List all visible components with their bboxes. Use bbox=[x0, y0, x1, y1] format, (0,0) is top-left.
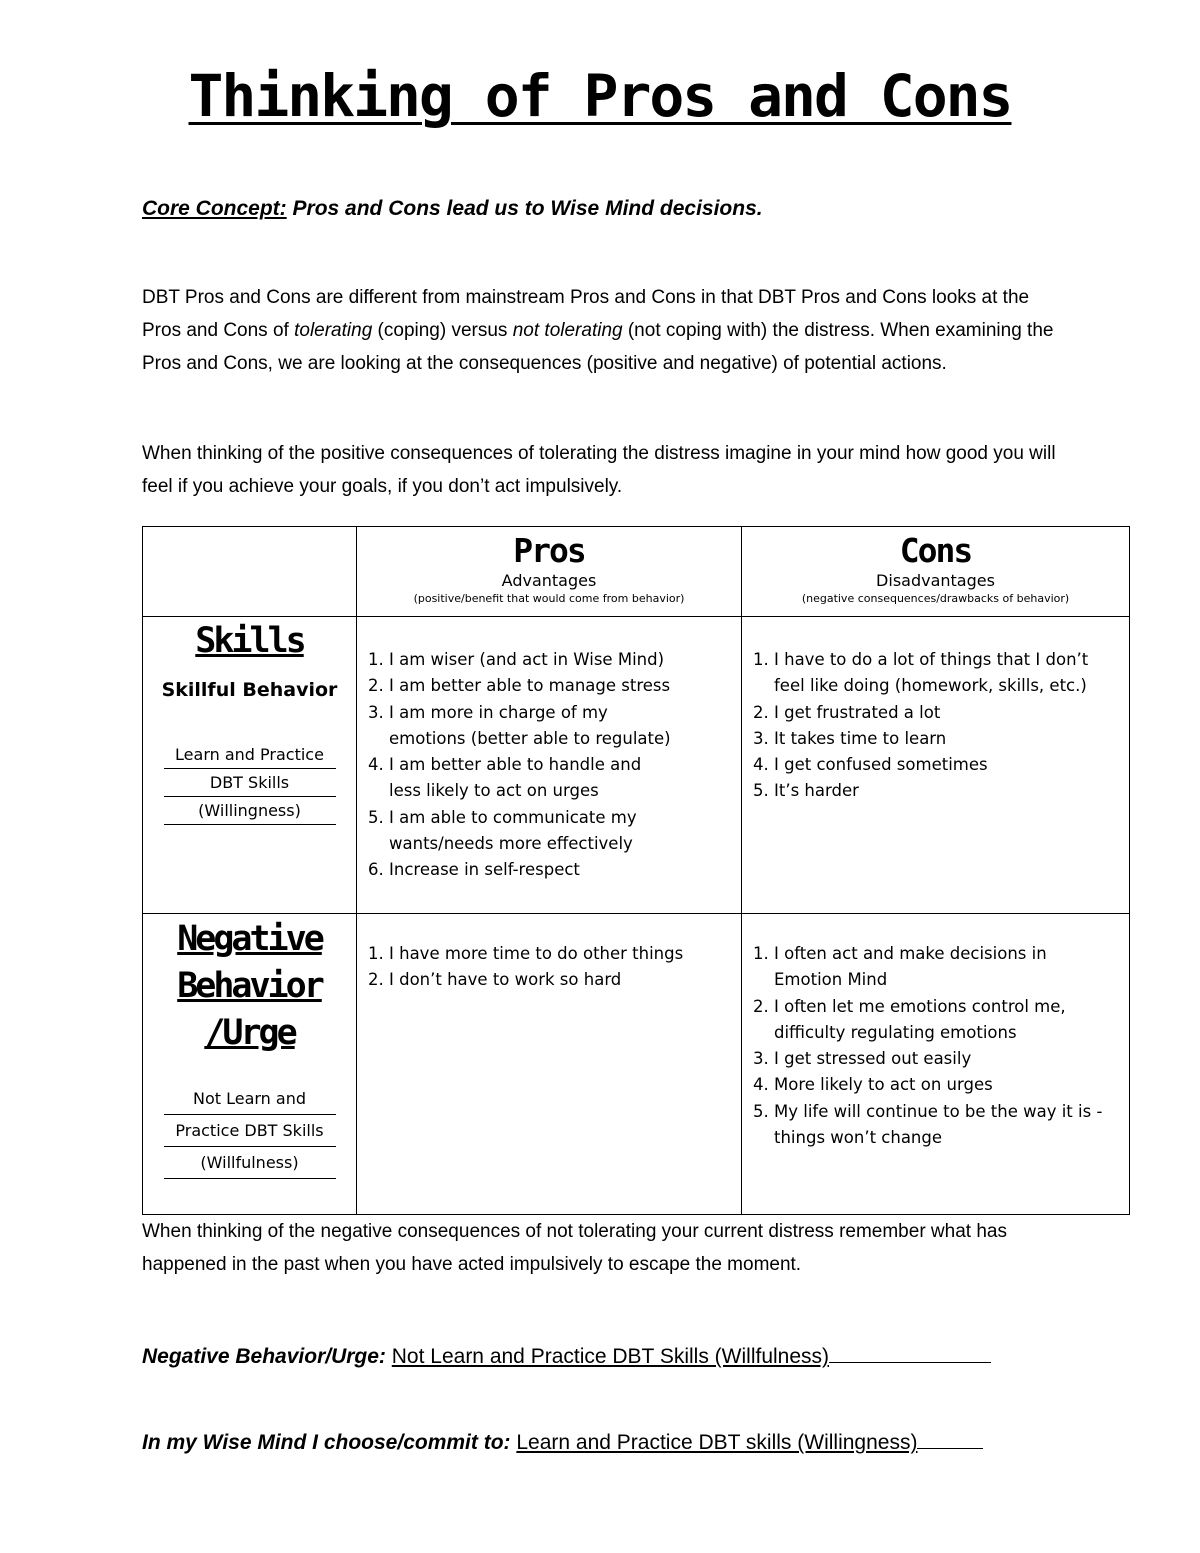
skills-cons-list bbox=[742, 647, 1129, 805]
skills-pros-cell bbox=[357, 617, 742, 914]
list-item: 2. I get frustrated a lot bbox=[774, 700, 1115, 726]
skills-desc-line: Learn and Practice bbox=[164, 741, 336, 769]
intro-text-e: (not coping with) the distress. When examining the Pros and Cons, we are looking at the consequences (positive and negative) of potential actions. bbox=[142, 320, 1054, 374]
negative-cons-list bbox=[742, 941, 1129, 1151]
intro-text-a: DBT Pros and Cons are different from mainstream Pros and Cons in that DBT Pros and Cons looks at the Pros and Cons of bbox=[142, 287, 1030, 341]
list-item: 2. I don’t have to work so hard bbox=[389, 967, 741, 993]
negative-consequences-paragraph bbox=[142, 1215, 1072, 1281]
wise-mind-commitment-line bbox=[142, 1430, 983, 1455]
skills-title: Skills bbox=[195, 621, 304, 661]
core-concept bbox=[142, 197, 763, 221]
list-item: 5. I am able to communicate my wants/needs more effectively bbox=[389, 805, 741, 858]
negative-cons-cell bbox=[742, 914, 1130, 1215]
intro-text-d: not tolerating bbox=[512, 320, 623, 341]
negative-behavior-blank-line bbox=[829, 1344, 991, 1363]
table-row-negative-behavior bbox=[143, 914, 1130, 1215]
intro-paragraph bbox=[142, 281, 1072, 380]
pros-header-subtitle: Advantages bbox=[501, 571, 597, 590]
list-item: 1. I often act and make decisions in Emotion Mind bbox=[774, 941, 1119, 994]
skills-label-cell bbox=[143, 617, 357, 914]
list-item: 2. I am better able to manage stress bbox=[389, 673, 741, 699]
skills-pros-list bbox=[357, 647, 741, 884]
negative-title-line: Behavior bbox=[177, 966, 322, 1006]
negative-label-cell bbox=[143, 914, 357, 1215]
list-item: 1. I have more time to do other things bbox=[389, 941, 741, 967]
page-title: Thinking of Pros and Cons bbox=[188, 62, 1012, 130]
intro-text-b: tolerating bbox=[294, 320, 373, 341]
skills-cons-cell bbox=[742, 617, 1130, 914]
table-corner-cell bbox=[143, 527, 357, 617]
list-item: 2. I often let me emotions control me, difficulty regulating emotions bbox=[774, 994, 1119, 1047]
skills-desc-line: DBT Skills bbox=[164, 769, 336, 797]
positive-consequences-text: When thinking of the positive consequences of tolerating the distress imagine in your mind how good you will feel if you achieve your goals, if you don’t act impulsively. bbox=[142, 443, 1056, 497]
list-item: 4. I get confused sometimes bbox=[774, 752, 1115, 778]
negative-desc-line: (Willfulness) bbox=[164, 1147, 336, 1179]
cons-header-subtitle: Disadvantages bbox=[876, 571, 995, 590]
skills-subtitle: Skillful Behavior bbox=[161, 679, 338, 701]
negative-desc-line: Practice DBT Skills bbox=[164, 1115, 336, 1147]
list-item: 4. I am better able to handle and less likely to act on urges bbox=[389, 752, 741, 805]
cons-header-cell bbox=[742, 527, 1130, 617]
negative-behavior-line bbox=[142, 1344, 991, 1369]
core-concept-label: Core Concept: bbox=[142, 197, 287, 220]
list-item: 1. I am wiser (and act in Wise Mind) bbox=[389, 647, 741, 673]
list-item: 4. More likely to act on urges bbox=[774, 1072, 1119, 1098]
pros-header-title: Pros bbox=[513, 531, 585, 570]
negative-desc-line: Not Learn and bbox=[164, 1083, 336, 1115]
cons-header-note: (negative consequences/drawbacks of behavior) bbox=[801, 592, 1070, 605]
wise-mind-commitment-label: In my Wise Mind I choose/commit to: bbox=[142, 1431, 511, 1454]
table-row-skills bbox=[143, 617, 1130, 914]
pros-header-cell bbox=[357, 527, 742, 617]
wise-mind-commitment-blank-line bbox=[917, 1430, 983, 1449]
list-item: 1. I have to do a lot of things that I don’t feel like doing (homework, skills, etc.) bbox=[774, 647, 1115, 700]
negative-behavior-value[interactable]: Not Learn and Practice DBT Skills (Willfulness) bbox=[391, 1345, 830, 1368]
table-header-row bbox=[143, 527, 1130, 617]
intro-text-c: (coping) versus bbox=[372, 320, 513, 341]
negative-title-line: /Urge bbox=[204, 1013, 295, 1053]
list-item: 5. My life will continue to be the way it is - things won’t change bbox=[774, 1099, 1119, 1152]
list-item: 5. It’s harder bbox=[774, 778, 1115, 804]
skills-desc-line: (Willingness) bbox=[164, 797, 336, 825]
list-item: 3. I get stressed out easily bbox=[774, 1046, 1119, 1072]
list-item: 3. I am more in charge of my emotions (better able to regulate) bbox=[389, 700, 741, 753]
negative-pros-cell bbox=[357, 914, 742, 1215]
wise-mind-commitment-value[interactable]: Learn and Practice DBT skills (Willingness) bbox=[516, 1431, 918, 1454]
list-item: 6. Increase in self-respect bbox=[389, 857, 741, 883]
negative-behavior-label: Negative Behavior/Urge: bbox=[142, 1345, 386, 1368]
negative-consequences-text: When thinking of the negative consequences of not tolerating your current distress remember what has happened in the past when you have acted impulsively to escape the moment. bbox=[142, 1221, 1007, 1275]
cons-header-title: Cons bbox=[899, 531, 972, 570]
core-concept-text: Pros and Cons lead us to Wise Mind decisions. bbox=[292, 197, 763, 220]
negative-title-line: Negative bbox=[177, 919, 322, 959]
pros-header-note: (positive/benefit that would come from behavior) bbox=[413, 592, 685, 605]
negative-pros-list bbox=[357, 941, 741, 994]
positive-consequences-paragraph bbox=[142, 437, 1072, 503]
pros-cons-table bbox=[142, 526, 1130, 1215]
list-item: 3. It takes time to learn bbox=[774, 726, 1115, 752]
